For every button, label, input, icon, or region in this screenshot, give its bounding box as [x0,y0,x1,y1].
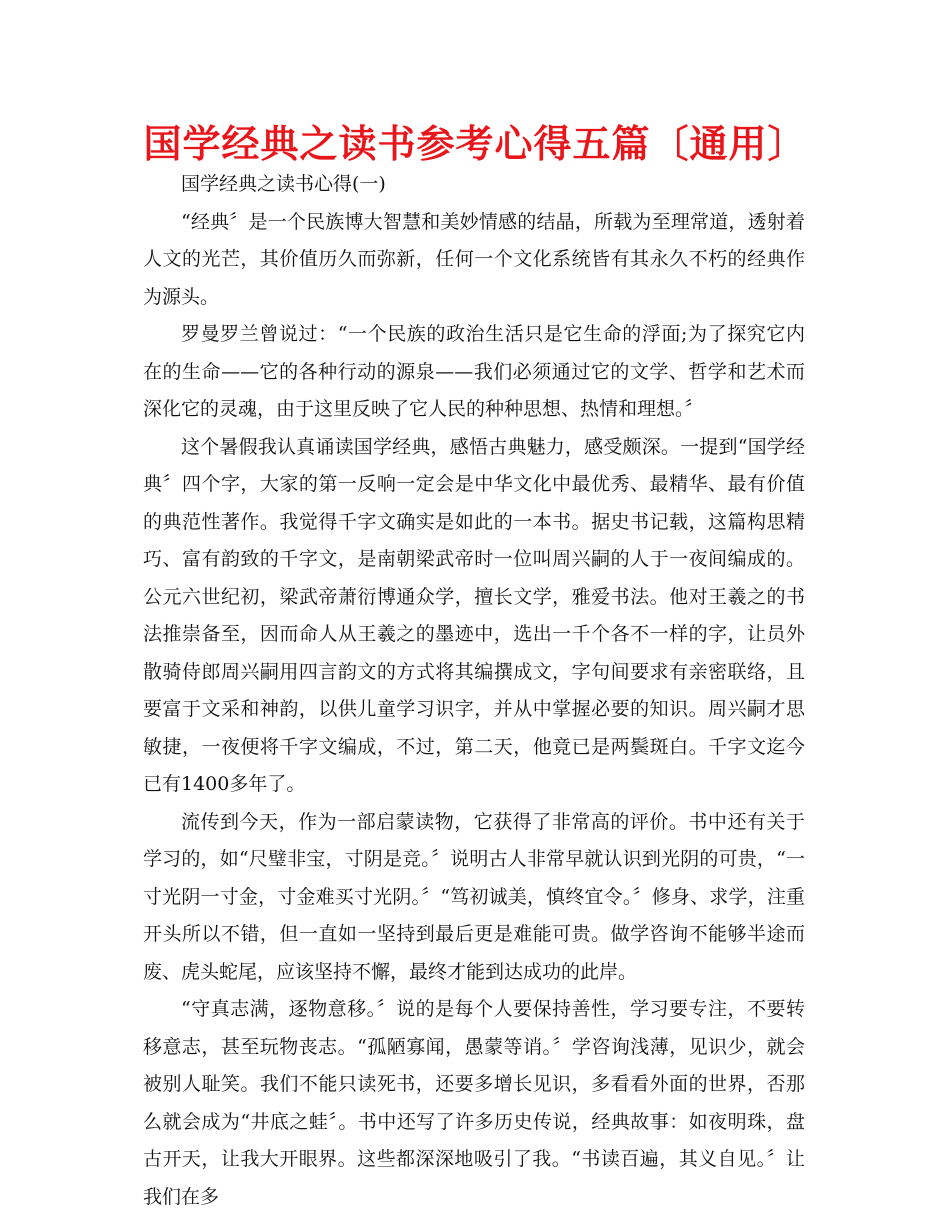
document-title: 国学经典之读书参考心得五篇〔通用〕 [143,122,807,166]
paragraph: “经典〞是一个民族博大智慧和美妙情感的结晶，所载为至理常道，透射着人文的光芒，其价值历久而弥新，任何一个文化系统皆有其永久不朽的经典作为源头。 [143,210,805,308]
section-subtitle: 国学经典之读书心得(一) [181,173,386,195]
document-body [143,166,805,1216]
paragraph: “守真志满，逐物意移。〞说的是每个人要保持善性，学习要专注，不要转移意志，甚至玩物丧志。“孤陋寡闻，愚蒙等诮。〞学咨询浅薄，见识少，就会被别人耻笑。我们不能只读死书，还要多增长见识，多看看外面的世界，否那么就会成为“井底之蛙〞。书中还写了许多历史传说，经典故事：如夜明珠，盘古开天，让我大开眼界。这些都深深地吸引了我。“书读百遍，其义自见。〞让我们在多 [143,998,805,1208]
paragraph: 流传到今天，作为一部启蒙读物，它获得了非常高的评价。书中还有关于学习的，如“尺璧非宝，寸阴是竞。〞说明古人非常早就认识到光阴的可贵，“一寸光阴一寸金，寸金难买寸光阴。〞“笃初诚美，慎终宜令。〞修身、求学，注重开头所以不错，但一直如一坚持到最后更是难能可贵。做学咨询不能够半途而废、虎头蛇尾，应该坚持不懈，最终才能到达成功的此岸。 [143,810,805,983]
paragraph: 罗曼罗兰曾说过：“一个民族的政治生活只是它生命的浮面;为了探究它内在的生命——它的各种行动的源泉——我们必须通过它的文学、哲学和艺术而深化它的灵魂，由于这里反映了它人民的种种思想、热情和理想。〞 [143,323,805,420]
paragraph: 这个暑假我认真诵读国学经典，感悟古典魅力，感受颇深。一提到“国学经典〞四个字，大家的第一反响一定会是中华文化中最优秀、最精华、最有价值的典范性著作。我觉得千字文确实是如此的一本书。据史书记载，这篇构思精巧、富有韵致的千字文，是南朝梁武帝时一位叫周兴嗣的人于一夜间编成的。公元六世纪初，梁武帝萧衍博通众学，擅长文学，雅爱书法。他对王羲之的书法推崇备至，因而命人从王羲之的墨迹中，选出一千个各不一样的字，让员外散骑侍郎周兴嗣用四言韵文的方式将其编撰成文，字句间要求有亲密联络，且要富于文采和神韵，以供儿童学习识字，并从中掌握必要的知识。周兴嗣才思敏捷，一夜便将千字文编成，不过，第二天，他竟已是两鬓斑白。千字文迄今已有1400多年了。 [143,435,805,795]
